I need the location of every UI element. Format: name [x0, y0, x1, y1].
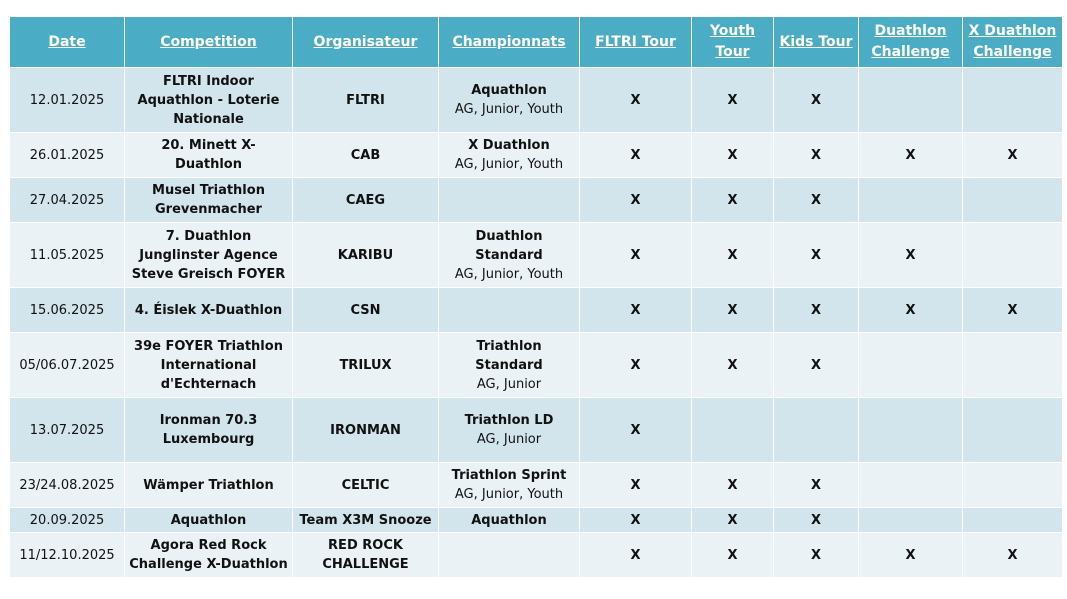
fltri-tour-cell: X — [580, 508, 692, 533]
x-duathlon-challenge-cell — [963, 398, 1063, 463]
kids-tour-cell: X — [774, 178, 859, 223]
date-cell: 20.09.2025 — [10, 508, 125, 533]
championnat-title: Triathlon LD — [464, 413, 554, 428]
organisateur-cell: RED ROCK CHALLENGE — [293, 533, 439, 578]
date-cell: 26.01.2025 — [10, 133, 125, 178]
championnat-title: X Duathlon — [468, 138, 550, 153]
duathlon-challenge-cell: X — [859, 533, 963, 578]
competition-cell: 20. Minett X-Duathlon — [125, 133, 293, 178]
kids-tour-cell: X — [774, 223, 859, 288]
table-row — [10, 398, 1063, 463]
championnat-categories: AG, Junior, Youth — [454, 157, 564, 172]
header-row — [10, 17, 1063, 68]
date-cell: 11.05.2025 — [10, 223, 125, 288]
x-duathlon-challenge-cell: X — [963, 288, 1063, 333]
championnat-title: Triathlon Standard — [475, 338, 543, 373]
table-row — [10, 178, 1063, 223]
date-cell: 15.06.2025 — [10, 288, 125, 333]
competition-calendar-table — [9, 16, 1063, 578]
championnat-title: Duathlon Standard — [475, 228, 543, 263]
championnat-categories: AG, Junior, Youth — [454, 102, 564, 117]
organisateur-cell: CAEG — [293, 178, 439, 223]
kids-tour-cell: X — [774, 333, 859, 398]
x-duathlon-challenge-cell: X — [963, 133, 1063, 178]
fltri-tour-cell: X — [580, 133, 692, 178]
header-kids-tour: Kids Tour — [774, 17, 859, 68]
fltri-tour-cell: X — [580, 223, 692, 288]
kids-tour-cell: X — [774, 508, 859, 533]
championnat-categories: AG, Junior, Youth — [454, 487, 564, 502]
x-duathlon-challenge-cell — [963, 223, 1063, 288]
competition-cell: 39e FOYER Triathlon International d'Echternach — [125, 333, 293, 398]
date-cell: 05/06.07.2025 — [10, 333, 125, 398]
duathlon-challenge-cell — [859, 398, 963, 463]
date-cell: 27.04.2025 — [10, 178, 125, 223]
duathlon-challenge-cell — [859, 463, 963, 508]
youth-tour-cell — [692, 398, 774, 463]
championnat-title: Triathlon Sprint — [451, 468, 567, 483]
header-x-duathlon-challenge: X Duathlon Challenge — [963, 17, 1063, 68]
championnats-cell — [439, 508, 580, 533]
table-row — [10, 463, 1063, 508]
kids-tour-cell: X — [774, 288, 859, 333]
duathlon-challenge-cell: X — [859, 288, 963, 333]
duathlon-challenge-cell: X — [859, 223, 963, 288]
table-row — [10, 133, 1063, 178]
competition-cell: Ironman 70.3 Luxembourg — [125, 398, 293, 463]
youth-tour-cell: X — [692, 178, 774, 223]
fltri-tour-cell: X — [580, 333, 692, 398]
championnats-cell — [439, 133, 580, 178]
organisateur-cell: CAB — [293, 133, 439, 178]
duathlon-challenge-cell — [859, 178, 963, 223]
championnat-categories: AG, Junior, Youth — [454, 266, 564, 282]
championnat-title: Aquathlon — [471, 512, 547, 528]
championnats-cell — [439, 398, 580, 463]
kids-tour-cell: X — [774, 533, 859, 578]
organisateur-cell: CSN — [293, 288, 439, 333]
x-duathlon-challenge-cell — [963, 178, 1063, 223]
championnats-cell — [439, 533, 580, 578]
header-championnats: Championnats — [439, 17, 580, 68]
organisateur-cell: IRONMAN — [293, 398, 439, 463]
championnat-title: Aquathlon — [471, 83, 547, 98]
organisateur-cell: FLTRI — [293, 68, 439, 133]
organisateur-cell: CELTIC — [293, 463, 439, 508]
header-fltri-tour: FLTRI Tour — [580, 17, 692, 68]
organisateur-cell: TRILUX — [293, 333, 439, 398]
youth-tour-cell: X — [692, 68, 774, 133]
fltri-tour-cell: X — [580, 463, 692, 508]
date-cell: 12.01.2025 — [10, 68, 125, 133]
competition-cell: Agora Red Rock Challenge X-Duathlon — [125, 533, 293, 578]
x-duathlon-challenge-cell — [963, 463, 1063, 508]
youth-tour-cell: X — [692, 288, 774, 333]
kids-tour-cell: X — [774, 463, 859, 508]
fltri-tour-cell: X — [580, 288, 692, 333]
competition-cell: 7. Duathlon Junglinster Agence Steve Greisch FOYER — [125, 223, 293, 288]
youth-tour-cell: X — [692, 508, 774, 533]
header-duathlon-challenge: Duathlon Challenge — [859, 17, 963, 68]
table-row — [10, 68, 1063, 133]
kids-tour-cell: X — [774, 68, 859, 133]
competition-cell: Musel Triathlon Grevenmacher — [125, 178, 293, 223]
date-cell: 13.07.2025 — [10, 398, 125, 463]
championnats-cell — [439, 463, 580, 508]
kids-tour-cell: X — [774, 133, 859, 178]
header-organisateur: Organisateur — [293, 17, 439, 68]
championnats-cell — [439, 333, 580, 398]
table-row — [10, 508, 1063, 533]
table-row — [10, 288, 1063, 333]
x-duathlon-challenge-cell: X — [963, 533, 1063, 578]
organisateur-cell: KARIBU — [293, 223, 439, 288]
competition-cell: Wämper Triathlon — [125, 463, 293, 508]
duathlon-challenge-cell: X — [859, 133, 963, 178]
fltri-tour-cell: X — [580, 178, 692, 223]
table-row — [10, 533, 1063, 578]
championnat-categories: AG, Junior — [476, 432, 542, 447]
x-duathlon-challenge-cell — [963, 333, 1063, 398]
x-duathlon-challenge-cell — [963, 68, 1063, 133]
championnats-cell — [439, 223, 580, 288]
fltri-tour-cell: X — [580, 398, 692, 463]
table-row — [10, 223, 1063, 288]
header-date: Date — [10, 17, 125, 68]
youth-tour-cell: X — [692, 463, 774, 508]
organisateur-cell: Team X3M Snooze — [293, 508, 439, 533]
kids-tour-cell — [774, 398, 859, 463]
duathlon-challenge-cell — [859, 508, 963, 533]
youth-tour-cell: X — [692, 533, 774, 578]
youth-tour-cell: X — [692, 133, 774, 178]
x-duathlon-challenge-cell — [963, 508, 1063, 533]
youth-tour-cell: X — [692, 223, 774, 288]
duathlon-challenge-cell — [859, 68, 963, 133]
header-competition: Competition — [125, 17, 293, 68]
date-cell: 23/24.08.2025 — [10, 463, 125, 508]
youth-tour-cell: X — [692, 333, 774, 398]
competition-cell: 4. Éislek X-Duathlon — [125, 288, 293, 333]
header-youth-tour: Youth Tour — [692, 17, 774, 68]
championnats-cell — [439, 288, 580, 333]
table-row — [10, 333, 1063, 398]
competition-cell: Aquathlon — [125, 508, 293, 533]
fltri-tour-cell: X — [580, 68, 692, 133]
championnat-categories: AG, Junior — [476, 376, 542, 392]
fltri-tour-cell: X — [580, 533, 692, 578]
duathlon-challenge-cell — [859, 333, 963, 398]
championnats-cell — [439, 178, 580, 223]
competition-cell: FLTRI Indoor Aquathlon - Loterie Nationale — [125, 68, 293, 133]
championnats-cell — [439, 68, 580, 133]
date-cell: 11/12.10.2025 — [10, 533, 125, 578]
